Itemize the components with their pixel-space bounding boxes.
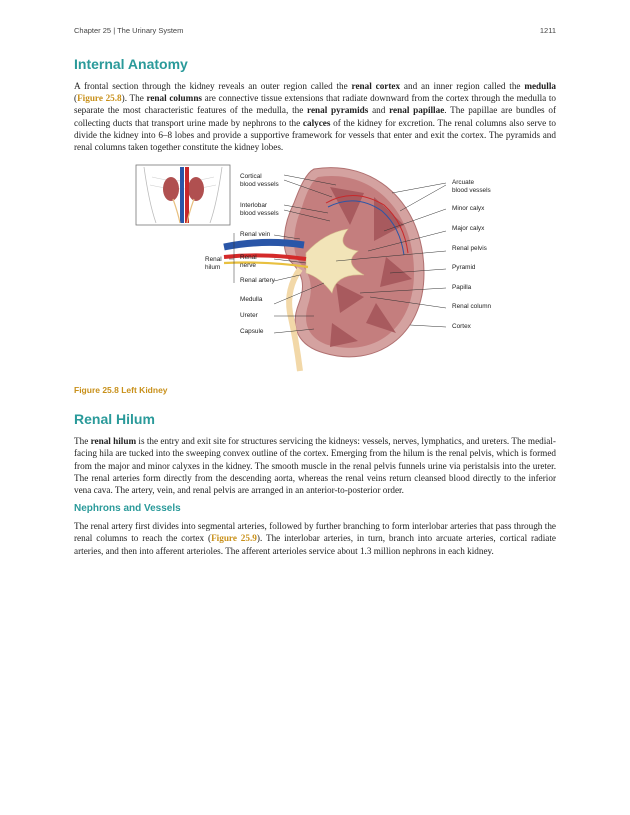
- key-term: renal pyramids: [307, 105, 369, 116]
- label-renal-artery: Renal artery: [240, 277, 275, 285]
- label-minor-calyx: Minor calyx: [452, 205, 485, 213]
- label-ureter: Ureter: [240, 312, 258, 320]
- key-term: renal columns: [146, 93, 203, 104]
- label-renal-column: Renal column: [452, 303, 492, 311]
- page-number: 1211: [539, 26, 556, 35]
- subsection-title-nephrons: Nephrons and Vessels: [74, 503, 181, 515]
- key-term: renal hilum: [90, 436, 137, 447]
- label-cortex: Cortex: [452, 323, 471, 331]
- kidney-figure: [74, 163, 556, 373]
- label-medulla: Medulla: [240, 296, 263, 304]
- label-papilla: Papilla: [452, 284, 472, 292]
- torso-inset: [136, 165, 230, 225]
- chapter-title: Chapter 25 | The Urinary System: [74, 26, 184, 35]
- key-term: renal papillae: [389, 105, 445, 116]
- label-renal-nerve: Renal nerve: [240, 254, 257, 269]
- label-cortical-blood-vessels: Cortical blood vessels: [240, 173, 279, 188]
- page-content: [74, 56, 556, 557]
- label-pyramid: Pyramid: [452, 264, 476, 272]
- label-renal-pelvis: Renal pelvis: [452, 245, 487, 253]
- paragraph-internal-anatomy: A frontal section through the kidney reveals an outer region called the renal cortex and an inner region called the medulla (Figure 25.8). The renal columns are connective tissue extensions that radiate downward from the cortex through the medulla to separate the most characteristic features of the medulla, the renal pyramids and renal papillae. The papillae are bundles of collecting ducts that transport urine made by nephrons to the calyces of the kidney for excretion. The renal columns also serve to divide the kidney into 6–8 lobes and provide a supportive framework for vessels that enter and exit the cortex. The pyramids and renal columns taken together constitute the kidney lobes.: [74, 81, 557, 153]
- paragraph-nephrons: The renal artery first divides into segmental arteries, followed by further branching to form interlobar arteries that pass through the renal columns to reach the cortex (Figure 25.9). The interlobar arteries, in turn, branch into arcuate arteries, cortical radiate arteries, and then into afferent arterioles. The afferent arterioles service about 1.3 million nephrons in each kidney.: [74, 521, 557, 556]
- kidney-section: [224, 168, 424, 371]
- section-title-internal-anatomy: Internal Anatomy: [74, 56, 188, 72]
- figure-caption: Figure 25.8 Left Kidney: [74, 385, 168, 396]
- label-major-calyx: Major calyx: [452, 225, 485, 233]
- paragraph-renal-hilum: The renal hilum is the entry and exit site for structures servicing the kidneys: vessels, nerves, lymphatics, and ureters. The medial-facing hila are tucked into the sweeping convex outline of the cortex. Emerging from the hilum is the renal pelvis, which is formed from the major and minor calyxes in the kidney. The smooth muscle in the renal pelvis funnels urine via peristalsis into the ureter. The renal arteries form directly from the descending aorta, whereas the renal veins return cleansed blood directly to the inferior vena cava. The artery, vein, and renal pelvis are arranged in an anterior-to-posterior order.: [74, 436, 556, 496]
- running-header: [74, 26, 556, 38]
- label-renal-hilum: Renal hilum: [205, 256, 222, 271]
- label-capsule: Capsule: [240, 328, 264, 336]
- key-term: medulla: [524, 81, 556, 91]
- kidney-illustration: [74, 163, 556, 373]
- label-interlobar-blood-vessels: Interlobar blood vessels: [240, 202, 279, 217]
- section-title-renal-hilum: Renal Hilum: [74, 411, 155, 428]
- figure-reference-link[interactable]: Figure 25.9: [211, 533, 257, 544]
- figure-reference-link[interactable]: Figure 25.8: [77, 93, 122, 104]
- key-term: calyces: [302, 117, 331, 128]
- key-term: renal cortex: [351, 81, 401, 91]
- label-renal-vein: Renal vein: [240, 231, 271, 239]
- label-arcuate-blood-vessels: Arcuate blood vessels: [452, 179, 491, 194]
